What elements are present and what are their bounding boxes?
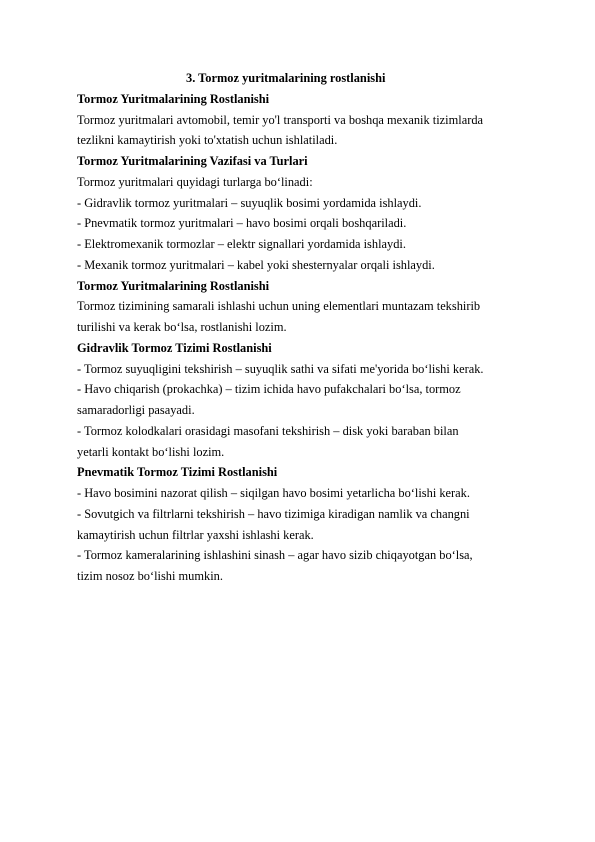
text-line: Tormoz yuritmalari quyidagi turlarga bo‘linadi: xyxy=(77,174,313,189)
section-heading: Tormoz Yuritmalarining Rostlanishi xyxy=(77,91,270,106)
text-line: - Mexanik tormoz yuritmalari – kabel yoki shesternyalar orqali ishlaydi. xyxy=(77,257,435,272)
text-line: - Tormoz suyuqligini tekshirish – suyuqlik sathi va sifati me'yorida bo‘lishi kerak. xyxy=(77,361,484,376)
document-title: 3. Tormoz yuritmalarining rostlanishi xyxy=(186,71,386,85)
text-line: yetarli kontakt bo‘lishi lozim. xyxy=(77,444,225,459)
section-heading: Tormoz Yuritmalarining Vazifasi va Turlari xyxy=(77,154,308,168)
text-line: tizim nosoz bo‘lishi mumkin. xyxy=(77,569,223,583)
text-line: tezlikni kamaytirish yoki to'xtatish uchun ishlatiladi. xyxy=(77,133,338,148)
document-body xyxy=(77,68,547,587)
document-lines xyxy=(77,89,547,587)
text-line: - Elektromexanik tormozlar – elektr signallari yordamida ishlaydi. xyxy=(77,237,406,251)
text-line: - Havo bosimini nazorat qilish – siqilgan havo bosimi yetarlicha bo‘lishi kerak. xyxy=(77,486,470,500)
text-line: - Pnevmatik tormoz yuritmalari – havo bosimi orqali boshqariladi. xyxy=(77,216,407,231)
text-line: - Gidravlik tormoz yuritmalari – suyuqlik bosimi yordamida ishlaydi. xyxy=(77,195,422,210)
section-heading: Pnevmatik Tormoz Tizimi Rostlanishi xyxy=(77,465,278,480)
text-line: - Sovutgich va filtrlarni tekshirish – havo tizimiga kiradigan namlik va changni xyxy=(77,506,470,521)
section-heading: Tormoz Yuritmalarining Rostlanishi xyxy=(77,278,270,293)
text-line: turilishi va kerak bo‘lsa, rostlanishi lozim. xyxy=(77,320,287,334)
text-line: Tormoz yuritmalari avtomobil, temir yo'l transporti va boshqa mexanik tizimlarda xyxy=(77,112,484,127)
text-line: - Havo chiqarish (prokachka) – tizim ichida havo pufakchalari bo‘lsa, tormoz xyxy=(77,382,461,397)
text-line: samaradorligi pasayadi. xyxy=(77,403,195,417)
text-line: - Tormoz kolodkalari orasidagi masofani tekshirish – disk yoki baraban bilan xyxy=(77,423,459,438)
text-line: - Tormoz kameralarining ishlashini sinash – agar havo sizib chiqayotgan bo‘lsa, xyxy=(77,548,473,563)
section-heading: Gidravlik Tormoz Tizimi Rostlanishi xyxy=(77,340,272,355)
text-line: kamaytirish uchun filtrlar yaxshi ishlashi kerak. xyxy=(77,527,314,542)
text-line: Tormoz tizimining samarali ishlashi uchun uning elementlari muntazam tekshirib xyxy=(77,299,481,314)
